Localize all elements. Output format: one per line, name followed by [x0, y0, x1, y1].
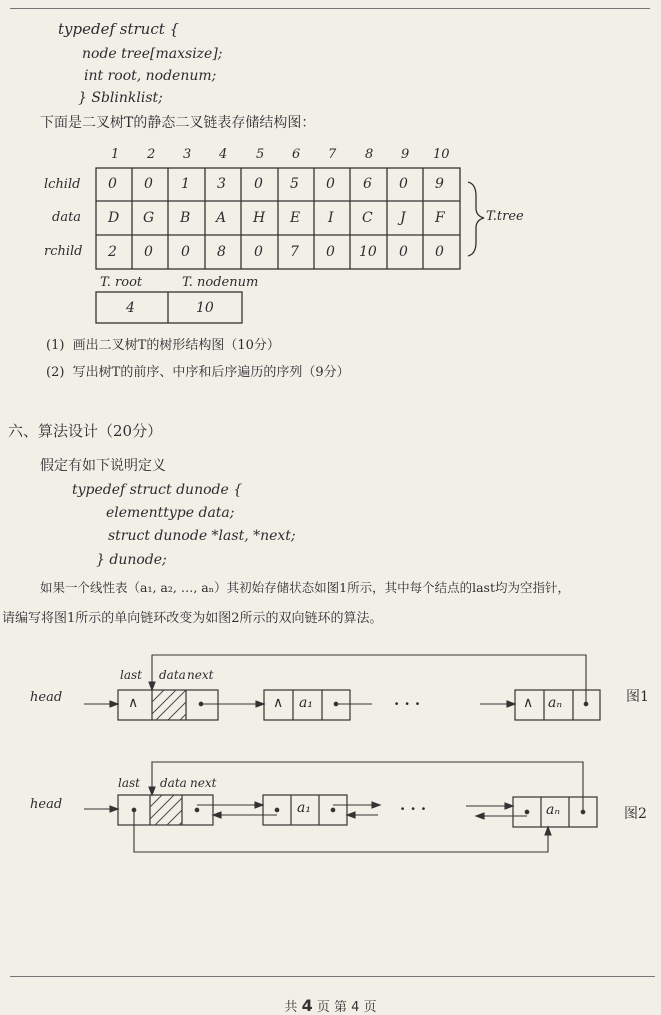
footer-pre: 共	[284, 1000, 298, 1015]
col-index: 5	[256, 147, 265, 162]
code1-line1: typedef struct {	[58, 20, 180, 38]
fig1-dots: · · ·	[394, 695, 421, 713]
footer-total: 4	[301, 996, 313, 1015]
section6-title: 六、算法设计（20分）	[8, 422, 163, 440]
code1-line2: node tree[maxsize];	[82, 46, 223, 62]
table-cell: H	[253, 210, 266, 226]
table-cell: 2	[108, 244, 117, 260]
col-index: 10	[433, 147, 450, 162]
assume-text: 假定有如下说明定义	[40, 458, 166, 474]
table-cell: 0	[254, 176, 263, 192]
table-cell: 0	[144, 176, 153, 192]
table-cell: B	[180, 210, 191, 226]
code1-line3: int root, nodenum;	[84, 68, 217, 84]
fig1-null-2: ∧	[273, 695, 284, 711]
fig2-a1: a₁	[297, 800, 311, 816]
table-cell: 0	[399, 176, 408, 192]
tree-brace	[468, 182, 484, 256]
nodenum-header: T. nodenum	[182, 275, 259, 290]
table-cell: G	[143, 210, 155, 226]
row-label-data: data	[52, 210, 82, 225]
footer-page: 4	[351, 1000, 360, 1015]
table-cell: 0	[254, 244, 263, 260]
col-index: 7	[328, 147, 337, 162]
table-cell: 0	[108, 176, 117, 192]
brace-label: T.tree	[486, 209, 524, 224]
question-2: (2) 写出树T的前序、中序和后序遍历的序列（9分）	[46, 365, 350, 380]
root-table-grid	[96, 292, 242, 323]
col-index: 3	[183, 147, 192, 162]
question-1: (1) 画出二叉树T的树形结构图（10分）	[46, 338, 280, 353]
fig2-dots: · · ·	[400, 800, 427, 818]
table-cell: E	[290, 210, 301, 226]
code2-line2: elementtype data;	[106, 505, 235, 521]
fig1-caption: 图1	[626, 689, 649, 705]
fig1-last-label: last	[120, 668, 142, 682]
bottom-rule	[10, 976, 655, 977]
table-cell: 0	[326, 244, 335, 260]
fig1-data-label: data	[159, 668, 186, 682]
nodenum-value: 10	[196, 300, 214, 316]
table-cell: D	[108, 210, 120, 226]
table-cell: 9	[435, 176, 444, 192]
root-value: 4	[126, 300, 135, 316]
fig1-hatch	[152, 690, 186, 720]
table-cell: J	[400, 210, 406, 226]
col-index: 6	[292, 147, 301, 162]
page-footer	[0, 996, 661, 1015]
fig1-an: aₙ	[548, 695, 563, 711]
fig1-null-1: ∧	[128, 695, 139, 711]
root-header: T. root	[100, 275, 143, 290]
table-cell: 0	[326, 176, 335, 192]
code2-line3: struct dunode *last, *next;	[108, 528, 296, 544]
table-cell: C	[362, 210, 373, 226]
paragraph-1: 如果一个线性表（a₁, a₂, …, aₙ）其初始存储状态如图1所示，其中每个结点的last均为空指针，	[40, 580, 570, 595]
table-cell: 10	[359, 244, 377, 260]
col-index: 4	[219, 147, 228, 162]
code1-line4: } Sblinklist;	[78, 90, 163, 106]
table-cell: 0	[399, 244, 408, 260]
footer-mid: 页 第	[316, 1000, 347, 1015]
fig1-null-3: ∧	[523, 695, 534, 711]
fig2-data-label: data	[160, 776, 187, 790]
fig1-a1: a₁	[299, 695, 313, 711]
fig2-next-label: next	[190, 776, 217, 790]
table-cell: 8	[217, 244, 226, 260]
row-label-rchild: rchild	[44, 244, 83, 259]
row-label-lchild: lchild	[44, 177, 81, 192]
fig2-last-label: last	[118, 776, 140, 790]
col-index: 9	[401, 147, 410, 162]
table-cell: 3	[217, 176, 226, 192]
table-cell: 1	[181, 176, 190, 192]
fig1-head-label: head	[30, 690, 63, 705]
col-index: 1	[111, 147, 120, 162]
table-cell: 6	[363, 176, 372, 192]
code2-line4: } dunode;	[96, 552, 167, 568]
table-cell: 0	[435, 244, 444, 260]
code2-line1: typedef struct dunode {	[72, 482, 243, 498]
table-cell: 0	[144, 244, 153, 260]
table-cell: A	[216, 210, 227, 226]
table-cell: 5	[290, 176, 299, 192]
table-cell: I	[328, 210, 334, 226]
col-index: 8	[365, 147, 374, 162]
fig2-hatch	[150, 795, 182, 825]
col-index: 2	[147, 147, 156, 162]
fig2-head-label: head	[30, 797, 63, 812]
table-cell: 7	[290, 244, 299, 260]
fig1-next-label: next	[187, 668, 214, 682]
table-cell: F	[435, 210, 445, 226]
fig2-an: aₙ	[546, 802, 561, 818]
footer-post: 页	[363, 1000, 377, 1015]
paragraph-2: 请编写将图1所示的单向链环改变为如图2所示的双向链环的算法。	[2, 611, 383, 626]
fig2-caption: 图2	[624, 806, 647, 822]
intro-text: 下面是二叉树T的静态二叉链表存储结构图：	[40, 115, 316, 131]
table-cell: 0	[181, 244, 190, 260]
